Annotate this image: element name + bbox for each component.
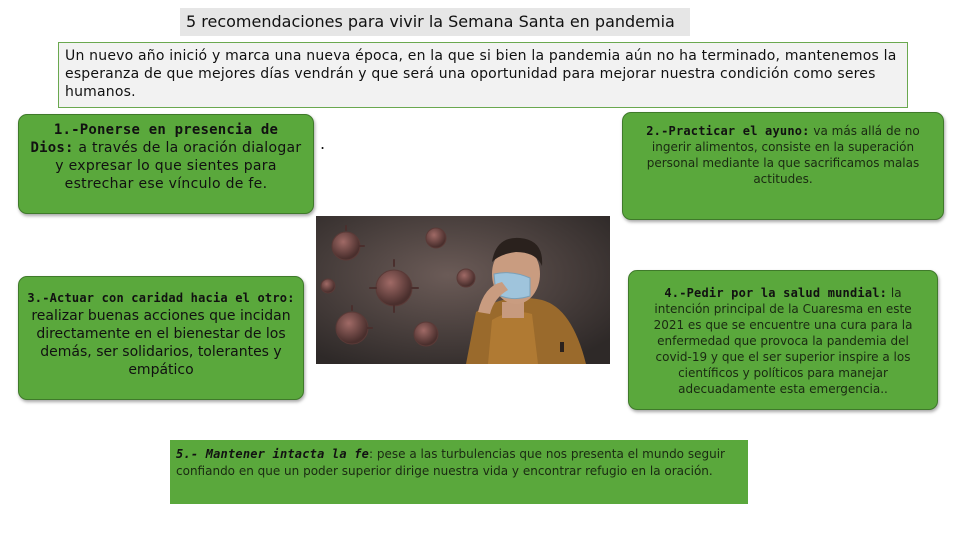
recommendation-card-4 [628, 270, 938, 410]
card-1-heading: 1.-Ponerse en presencia de Dios: [30, 122, 279, 156]
card-3-body: realizar buenas acciones que incidan directamente en el bienestar de los demás, ser solidarios, tolerantes y empático [31, 308, 291, 378]
card-5-body: : pese a las turbulencias que nos presenta el mundo seguir confiando en que un poder superior dirige nuestra vida y encontrar refugio en la oración. [176, 447, 725, 478]
recommendation-card-3 [18, 276, 304, 400]
recommendation-card-5 [170, 440, 748, 504]
card-5-heading: 5.- Mantener intacta la fe [176, 447, 370, 461]
recommendation-card-2 [622, 112, 944, 220]
page-title: 5 recomendaciones para vivir la Semana Santa en pandemia [180, 8, 690, 36]
card-2-body: va más allá de no ingerir alimentos, consiste en la superación personal mediante la que sacrificamos malas actitudes. [646, 124, 920, 186]
masked-man-virus-photo [316, 216, 610, 364]
intro-paragraph: Un nuevo año inició y marca una nueva época, en la que si bien la pandemia aún no ha terminado, mantenemos la esperanza de que mejores días vendrán y que será una oportunidad para mejorar nuestra condición como seres humanos. [58, 42, 908, 108]
recommendation-card-1 [18, 114, 314, 214]
stray-dot: . [320, 134, 326, 153]
card-2-heading: 2.-Practicar el ayuno: [646, 124, 810, 138]
card-4-heading: 4.-Pedir por la salud mundial: [664, 286, 888, 300]
card-3-heading: 3.-Actuar con caridad hacia el otro: [27, 291, 295, 305]
card-4-body: la intención principal de la Cuaresma en este 2021 es que se encuentre una cura para la enfermedad que provoca la pandemia del covid-19 y que el ser superior inspire a los científicos y políticos para manejar adecuadamente esta emergencia.. [653, 286, 913, 396]
card-1-body: a través de la oración dialogar y expresar lo que sientes para estrechar ese vínculo de fe. [55, 140, 302, 192]
